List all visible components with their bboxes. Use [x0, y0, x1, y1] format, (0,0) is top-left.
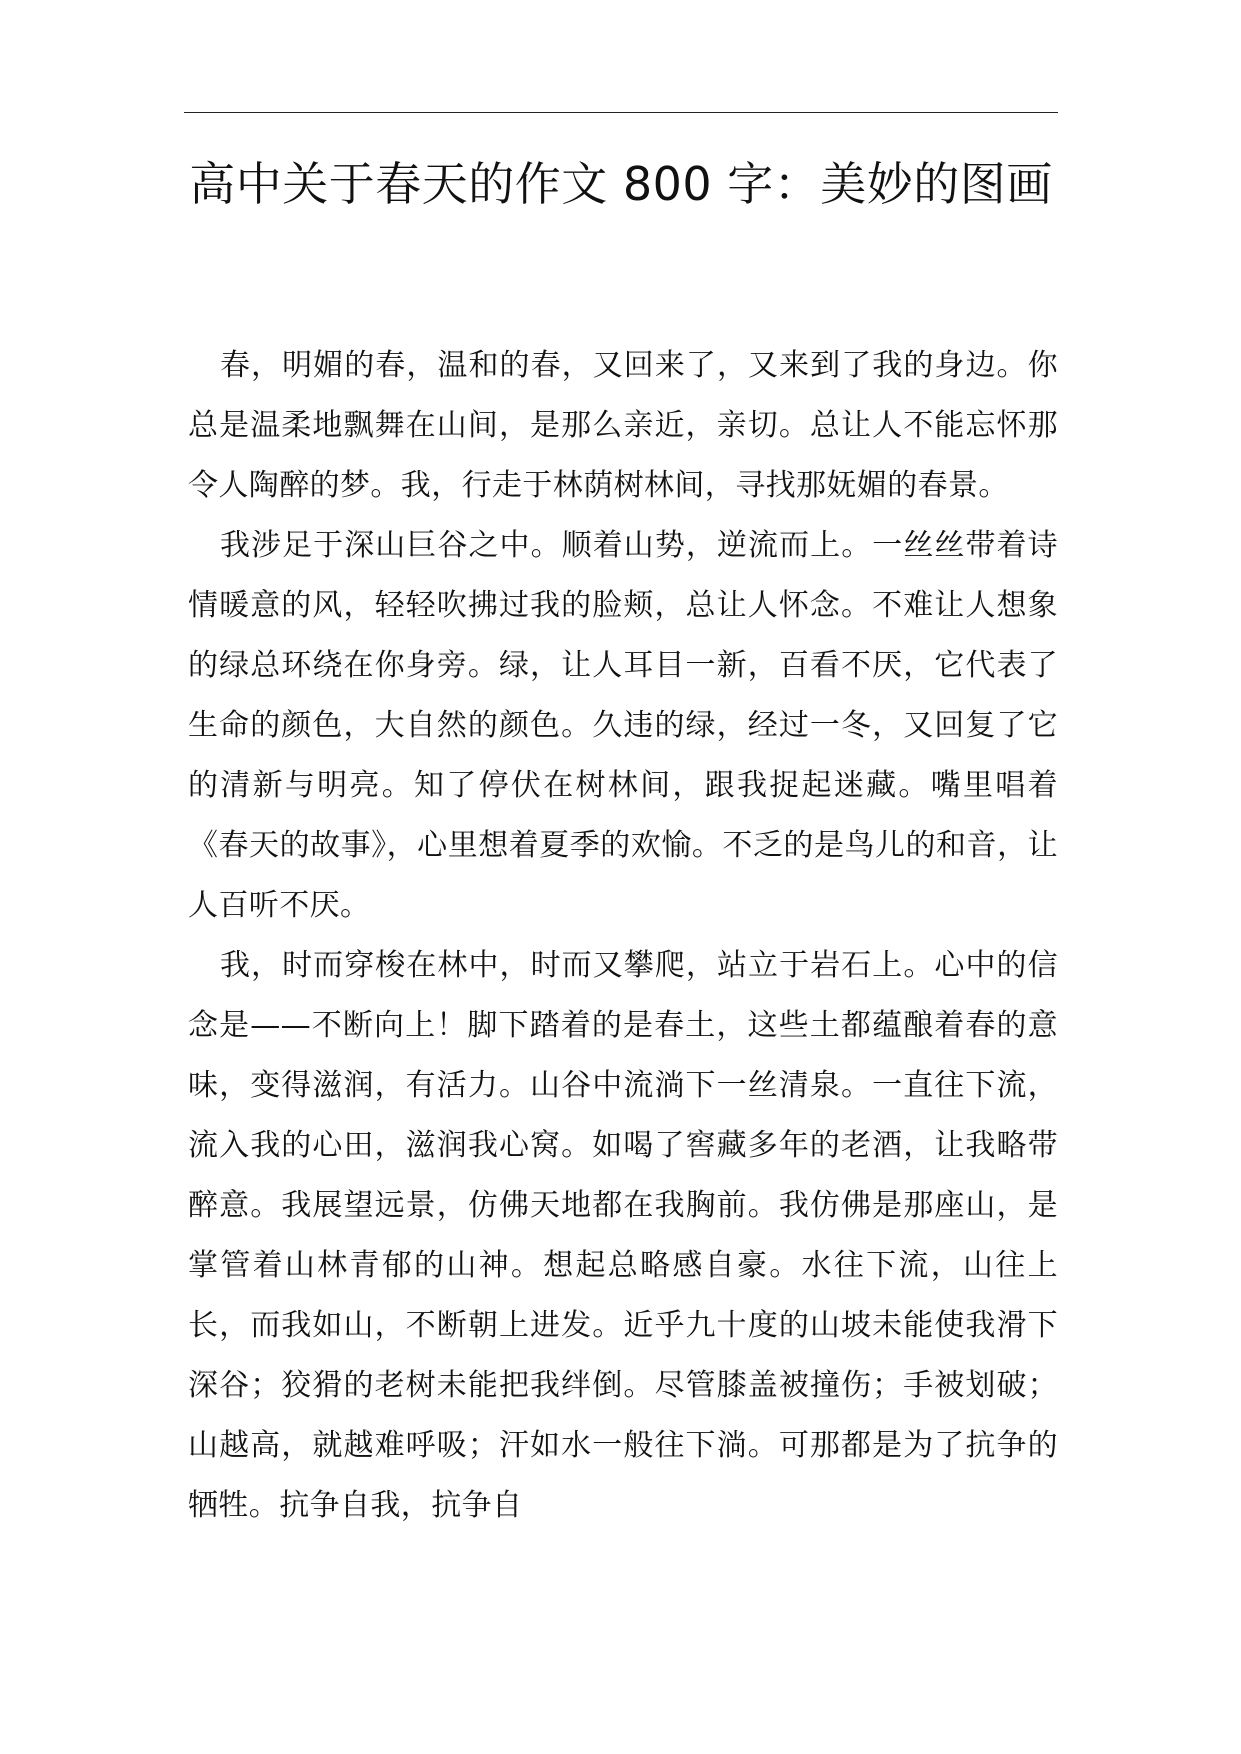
header-rule [184, 112, 1058, 113]
document-title: 高中关于春天的作文 800 字：美妙的图画 [189, 157, 1053, 211]
paragraph-1: 春，明媚的春，温和的春，又回来了，又来到了我的身边。你总是温柔地飘舞在山间，是那么亲近，亲切。总让人不能忘怀那令人陶醉的梦。我，行走于林荫树林间，寻找那妩媚的春景。 [188, 348, 1058, 503]
document-body [188, 336, 1058, 1536]
paragraph-2: 我涉足于深山巨谷之中。顺着山势，逆流而上。一丝丝带着诗情暖意的风，轻轻吹拂过我的脸颊，总让人怀念。不难让人想象的绿总环绕在你身旁。绿，让人耳目一新，百看不厌，它代表了生命的颜色，大自然的颜色。久违的绿，经过一冬，又回复了它的清新与明亮。知了停伏在树林间，跟我捉起迷藏。嘴里唱着《春天的故事》，心里想着夏季的欢愉。不乏的是鸟儿的和音，让人百听不厌。 [188, 528, 1058, 923]
paragraph-3: 我，时而穿梭在林中，时而又攀爬，站立于岩石上。心中的信念是——不断向上！脚下踏着的是春土，这些土都蕴酿着春的意味，变得滋润，有活力。山谷中流淌下一丝清泉。一直往下流，流入我的心田，滋润我心窝。如喝了窖藏多年的老酒，让我略带醉意。我展望远景，仿佛天地都在我胸前。我仿佛是那座山，是掌管着山林青郁的山神。想起总略感自豪。水往下流，山往上长，而我如山，不断朝上进发。近乎九十度的山坡未能使我滑下深谷；狡猾的老树未能把我绊倒。尽管膝盖被撞伤；手被划破；山越高，就越难呼吸；汗如水一般往下淌。可那都是为了抗争的牺牲。抗争自我，抗争自 [188, 948, 1058, 1523]
